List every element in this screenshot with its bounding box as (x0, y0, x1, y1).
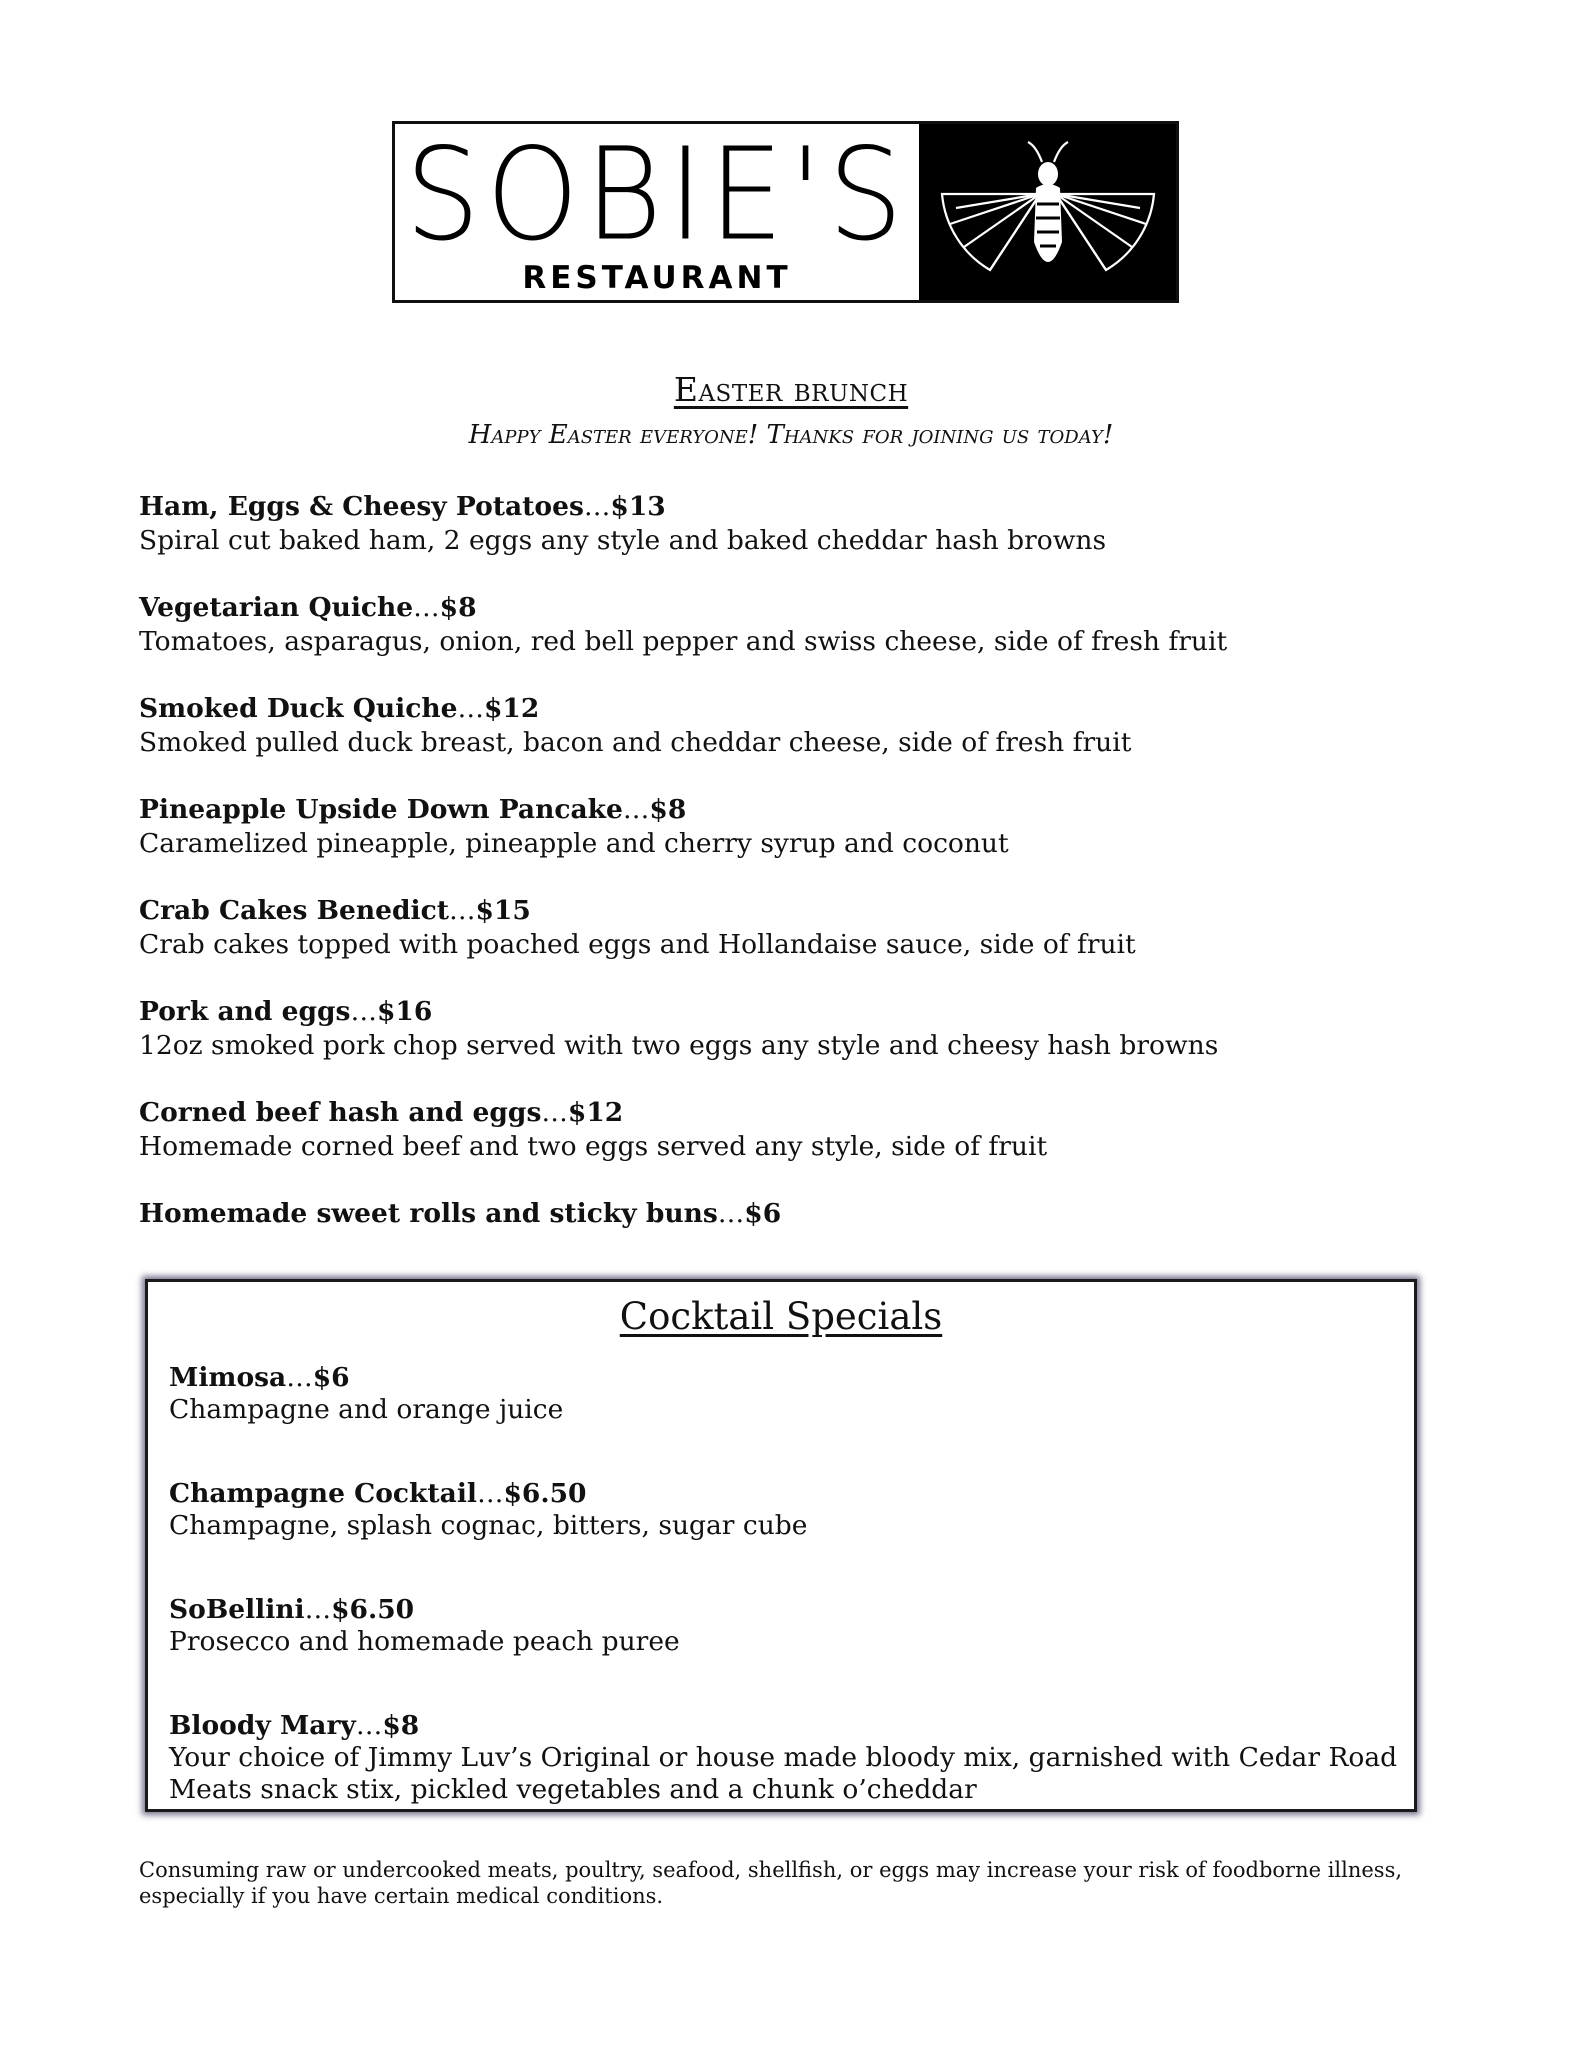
cocktail-price: $6 (312, 1362, 350, 1393)
menu-item-price: $12 (483, 693, 540, 724)
menu-item-price: $15 (475, 895, 531, 926)
page-title: Easter brunch (673, 370, 909, 409)
menu-item-price: $13 (610, 491, 666, 522)
price-separator: … (622, 794, 650, 825)
cocktail-description: Champagne, splash cognac, bitters, sugar cube (169, 1510, 808, 1541)
logo-subtitle: RESTAURANT (522, 259, 792, 296)
menu-item-description: Caramelized pineapple, pineapple and cherry syrup and coconut (139, 828, 1009, 859)
cocktail-item (169, 1710, 1399, 1806)
menu-item-description: Homemade corned beef and two eggs served any style, side of fruit (139, 1131, 1048, 1162)
logo-emblem (919, 124, 1176, 300)
menu-item-name: Vegetarian Quiche (139, 592, 414, 623)
logo-wordmark (395, 118, 919, 300)
menu-item-price: $6 (744, 1198, 782, 1229)
cocktail-price: $8 (382, 1710, 420, 1741)
menu-item (139, 1096, 1439, 1164)
logo-name: SOBIE'S (405, 118, 909, 269)
price-separator: … (583, 491, 611, 522)
menu-item-description: Crab cakes topped with poached eggs and Hollandaise sauce, side of fruit (139, 929, 1136, 960)
cocktail-description: Champagne and orange juice (169, 1394, 564, 1425)
cocktail-item (169, 1594, 1399, 1658)
menu-item (139, 591, 1439, 659)
menu-item (139, 793, 1439, 861)
menu-item-name: Corned beef hash and eggs (139, 1097, 542, 1128)
food-safety-disclaimer: Consuming raw or undercooked meats, poultry, seafood, shellfish, or eggs may increase your risk of foodborne illness, especially if you have certain medical conditions. (139, 1858, 1403, 1908)
price-separator: … (286, 1362, 313, 1393)
brunch-menu-list (139, 490, 1439, 1264)
price-separator: … (413, 592, 440, 623)
price-separator: … (457, 693, 484, 724)
cocktail-name: Champagne Cocktail (169, 1478, 477, 1509)
cocktail-name: Bloody Mary (169, 1710, 356, 1741)
menu-item-name: Crab Cakes Benedict (139, 895, 449, 926)
restaurant-logo (392, 118, 1179, 303)
menu-item-description: Spiral cut baked ham, 2 eggs any style and baked cheddar hash browns (139, 525, 1107, 556)
menu-item-name: Homemade sweet rolls and sticky buns (139, 1198, 718, 1229)
menu-item (139, 490, 1439, 558)
cocktail-item (169, 1478, 1399, 1542)
price-separator: … (304, 1594, 332, 1625)
menu-item-price: $8 (439, 592, 477, 623)
price-separator: … (350, 996, 377, 1027)
menu-item-description: 12oz smoked pork chop served with two eggs any style and cheesy hash browns (139, 1030, 1219, 1061)
menu-item-price: $16 (376, 996, 433, 1027)
cocktail-description: Your choice of Jimmy Luv’s Original or house made bloody mix, garnished with Cedar Road Meats snack stix, pickled vegetables and a chunk o’cheddar (169, 1742, 1398, 1805)
menu-item (139, 1197, 1439, 1231)
price-separator: … (476, 1478, 504, 1509)
cocktail-name: SoBellini (169, 1594, 305, 1625)
price-separator: … (448, 895, 476, 926)
price-separator: … (541, 1097, 568, 1128)
menu-item-price: $12 (567, 1097, 624, 1128)
cocktail-price: $6.50 (331, 1594, 415, 1625)
cocktail-price: $6.50 (503, 1478, 587, 1509)
menu-item-description: Tomatoes, asparagus, onion, red bell pepper and swiss cheese, side of fresh fruit (139, 626, 1228, 657)
page-subtitle: Happy Easter everyone! Thanks for joining us today! (468, 420, 1114, 450)
menu-item-name: Smoked Duck Quiche (139, 693, 458, 724)
menu-item-name: Pineapple Upside Down Pancake (139, 794, 623, 825)
menu-item-name: Ham, Eggs & Cheesy Potatoes (139, 491, 584, 522)
cocktail-item (169, 1362, 1399, 1426)
menu-item-price: $8 (649, 794, 687, 825)
menu-item-description: Smoked pulled duck breast, bacon and cheddar cheese, side of fresh fruit (139, 727, 1132, 758)
price-separator: … (717, 1198, 745, 1229)
menu-item (139, 692, 1439, 760)
cocktails-title: Cocktail Specials (619, 1295, 943, 1338)
menu-item (139, 995, 1439, 1063)
cocktail-description: Prosecco and homemade peach puree (169, 1626, 680, 1657)
cocktail-name: Mimosa (169, 1362, 287, 1393)
moth-icon (928, 132, 1168, 292)
menu-item (139, 894, 1439, 962)
menu-item-name: Pork and eggs (139, 996, 351, 1027)
cocktail-specials-box (145, 1279, 1417, 1812)
cocktail-list (169, 1362, 1399, 1806)
price-separator: … (355, 1710, 383, 1741)
